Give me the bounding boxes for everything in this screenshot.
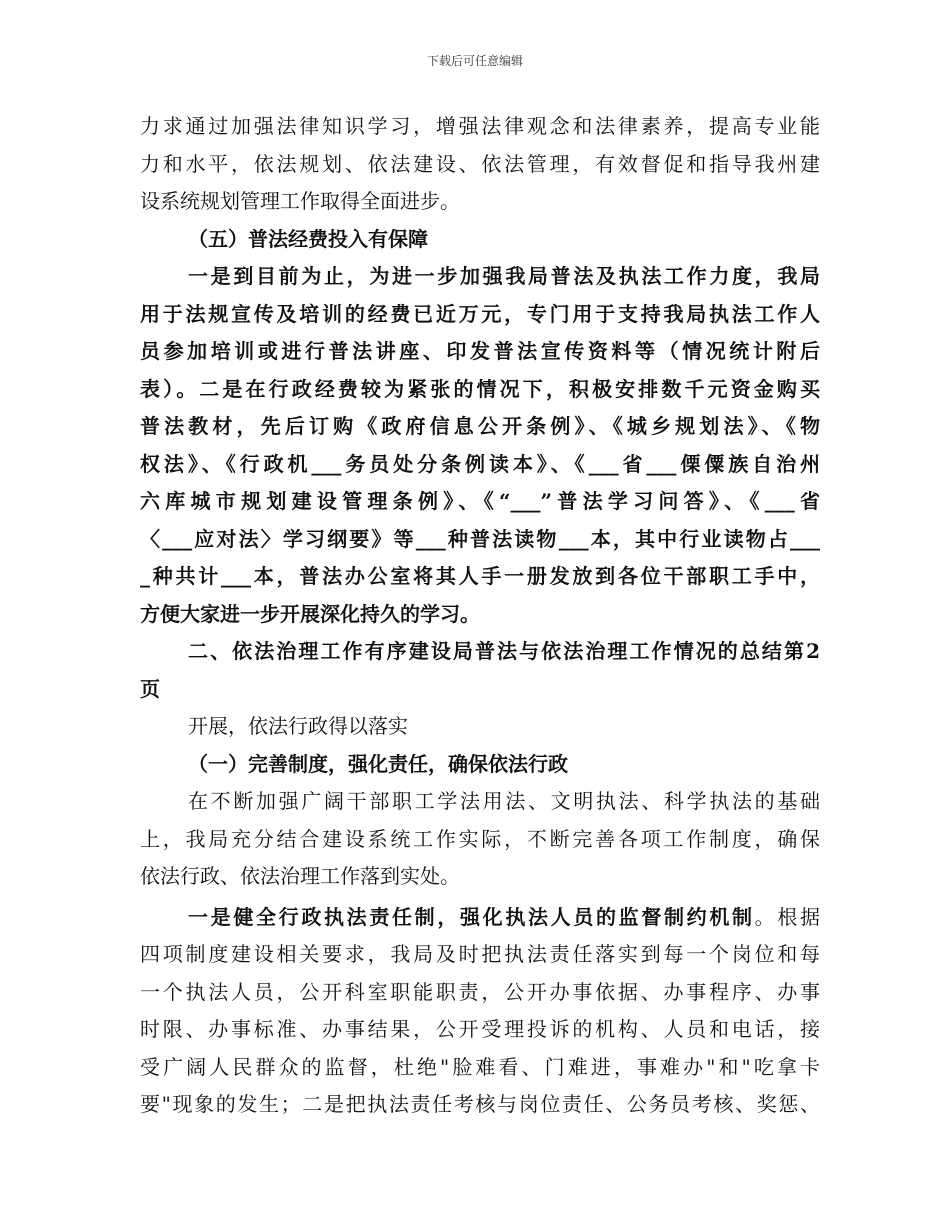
paragraph-line: 在不断加强广阔干部职工学法用法、文明执法、科学执法的基础 xyxy=(188,789,820,813)
paragraph-line: 开展，依法行政得以落实 xyxy=(188,714,408,738)
document-body xyxy=(140,108,820,1124)
paragraph-line: 力和水平，依法规划、依法建设、依法管理，有效督促和指导我州建 xyxy=(140,151,820,176)
section-heading: 页 xyxy=(140,676,160,701)
paragraph-line: 四项制度建设相关要求，我局及时把执法责任落实到每一个岗位和每 xyxy=(140,942,820,966)
paragraph-line: 上，我局充分结合建设系统工作实际，不断完善各项工作制度，确保 xyxy=(140,826,820,851)
paragraph-line: 〈___应对法〉学习纲要》等___种普法读物___本，其中行业读物占___ xyxy=(140,526,820,551)
section-heading: （五）普法经费投入有保障 xyxy=(188,226,428,251)
paragraph-line: 员参加培训或进行普法讲座、印发普法宣传资料等（情况统计附后 xyxy=(140,339,820,363)
paragraph-line: 用于法规宣传及培训的经费已近万元，专门用于支持我局执法工作人 xyxy=(140,301,820,326)
paragraph-line: 权法》、《行政机___务员处分条例读本》、《___省___傈僳族自治州 xyxy=(140,451,820,476)
paragraph-line: _种共计___本，普法办公室将其人手一册发放到各位干部职工手中， xyxy=(140,564,820,588)
paragraph-line: 一是到目前为止，为进一步加强我局普法及执法工作力度，我局 xyxy=(188,264,820,288)
paragraph-line: 表）。二是在行政经费较为紧张的情况下，积极安排数千元资金购买 xyxy=(140,376,820,401)
paragraph-line: 要"现象的发生；二是把执法责任考核与岗位责任、公务员考核、奖惩、 xyxy=(140,1092,820,1116)
paragraph-line: 一个执法人员，公开科室职能职责，公开办事依据、办事程序、办事 xyxy=(140,979,820,1004)
bold-lead-text: 一是健全行政执法责任制，强化执法人员的监督制约机制 xyxy=(188,904,755,929)
paragraph-line: 方便大家进一步开展深化持久的学习。 xyxy=(140,601,480,626)
paragraph-line: 力求通过加强法律知识学习，增强法律观念和法律素养，提高专业能 xyxy=(140,114,820,138)
paragraph-line: 设系统规划管理工作取得全面进步。 xyxy=(140,189,460,213)
paragraph-line: 普法教材，先后订购《政府信息公开条例》、《城乡规划法》、《物 xyxy=(140,414,820,438)
section-heading: （一）完善制度，强化责任，确保依法行政 xyxy=(188,751,568,776)
paragraph-text: 。根据 xyxy=(754,904,821,929)
page-header: 下载后可任意编辑 xyxy=(426,54,523,68)
paragraph-line: 时限、办事标准、办事结果，公开受理投诉的机构、人员和电话，接 xyxy=(140,1017,820,1041)
section-heading: 二、依法治理工作有序建设局普法与依法治理工作情况的总结第2 xyxy=(188,639,820,663)
paragraph-line: 六库城市规划建设管理条例》、《“___”普法学习问答》、《___省 xyxy=(140,489,820,513)
paragraph-line: 依法行政、依法治理工作落到实处。 xyxy=(140,864,460,888)
paragraph-line: 受广阔人民群众的监督，杜绝"脸难看、门难进，事难办"和"吃拿卡 xyxy=(140,1054,820,1079)
paragraph-line xyxy=(140,899,820,937)
